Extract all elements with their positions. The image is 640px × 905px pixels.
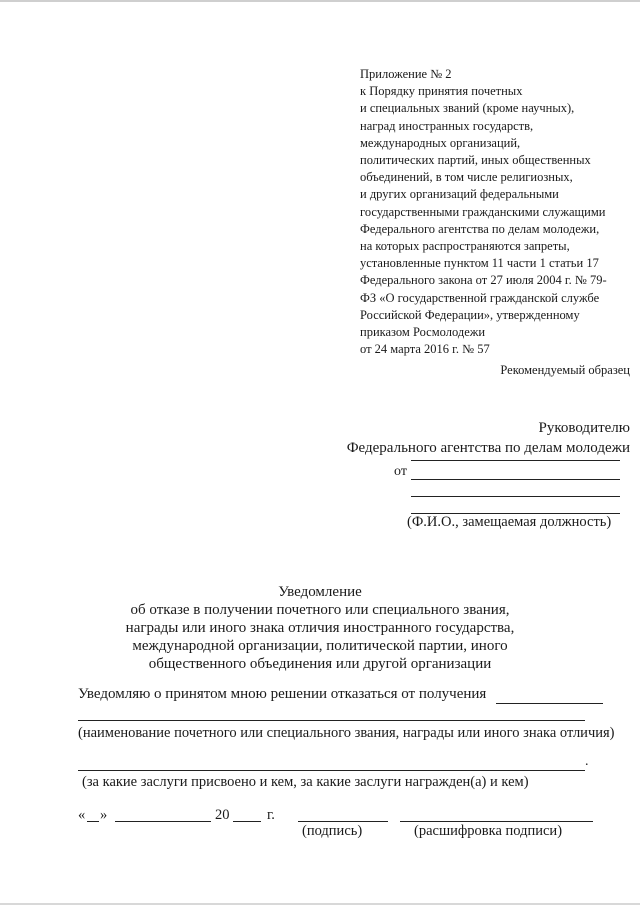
appendix-line: ФЗ «О государственной гражданской службе [360,290,600,305]
appendix-line: к Порядку принятия почетных [360,84,523,99]
title-line: общественного объединения или другой организации [148,656,492,672]
appendix-header [360,66,630,358]
appendix-line: от 24 марта 2016 г. № 57 [360,342,490,357]
year-blank[interactable] [233,821,261,822]
title-line: об отказе в получении почетного или специального звания, [130,602,510,618]
month-blank[interactable] [115,821,211,822]
award-name-caption: (наименование почетного или специального звания, награды или иного знака отличия) [78,725,615,741]
signature-decoding-caption: (расшифровка подписи) [414,823,563,839]
appendix-line: на которых распространяются запреты, [360,239,570,254]
appendix-line: Федерального закона от 27 июля 2004 г. № 79- [360,273,607,288]
appendix-line: политических партий, иных общественных [360,153,591,168]
appendix-line: Российской Федерации», утвержденному [360,307,580,322]
appendix-line: Федерального агентства по делам молодежи, [360,221,600,236]
from-label: от [394,464,407,479]
signature-caption: (подпись) [302,823,363,839]
addressee-title: Руководителю [538,420,630,436]
appendix-line: Приложение № 2 [360,67,452,81]
title-line: международной организации, политической партии, иного [132,638,508,654]
year-suffix: г. [267,807,275,823]
fio-position-caption: (Ф.И.О., замещаемая должность) [407,514,612,530]
title-heading: Уведомление [278,584,362,600]
day-quote-open: « [78,807,86,823]
day-blank[interactable] [87,821,99,822]
appendix-line: наград иностранных государств, [360,118,534,133]
appendix-line: государственными гражданскими служащими [360,204,606,219]
award-name-blank-line[interactable] [496,703,603,704]
addressee-blank-line[interactable] [411,460,620,461]
appendix-line: установленные пунктом 11 части 1 статьи 17 [360,256,599,271]
year-prefix: 20 [215,807,230,823]
signature-blank[interactable] [298,821,388,822]
notice-text: Уведомляю о принятом мною решении отказаться от получения [78,686,487,702]
merits-blank-line[interactable] [78,770,585,771]
document-title [0,583,640,673]
signature-decoding-blank[interactable] [400,821,593,822]
addressee-block [347,418,630,458]
award-name-blank-line-2[interactable] [78,720,585,721]
appendix-line: международных организаций, [360,135,521,150]
from-blank-line-2[interactable] [411,496,620,497]
addressee-agency: Федерального агентства по делам молодежи [346,440,630,456]
line-end-period: . [585,754,589,769]
appendix-line: приказом Росмолодежи [360,325,486,340]
appendix-line: и специальных званий (кроме научных), [360,101,575,116]
appendix-line: и других организаций федеральными [360,187,559,202]
day-quote-close: » [100,807,108,823]
title-line: награды или иного знака отличия иностранного государства, [125,620,515,636]
appendix-line: объединений, в том числе религиозных, [360,170,573,185]
from-blank-line[interactable] [411,479,620,480]
page-top-edge [0,0,640,2]
merits-caption: (за какие заслуги присвоено и кем, за какие заслуги награжден(а) и кем) [82,774,529,790]
recommended-sample-label: Рекомендуемый образец [500,363,630,377]
